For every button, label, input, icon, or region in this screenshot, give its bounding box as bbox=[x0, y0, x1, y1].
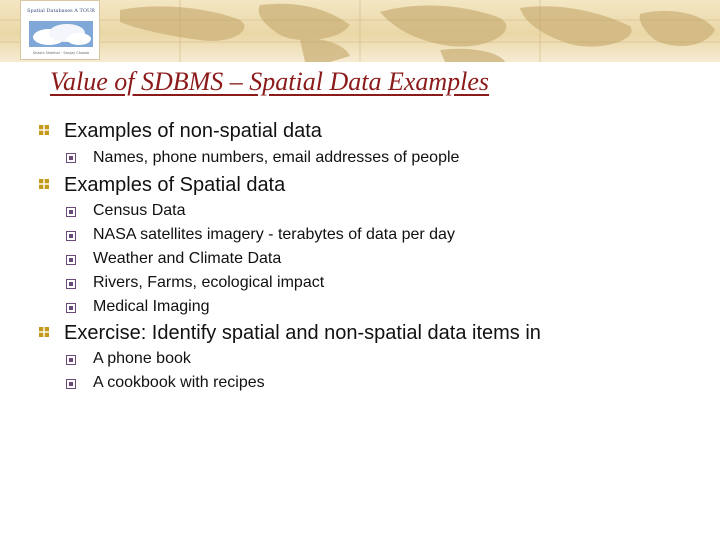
bullet-icon bbox=[38, 326, 50, 338]
sub-bullet-icon bbox=[66, 303, 76, 313]
logo-title: Spatial Databases A TOUR bbox=[27, 8, 95, 14]
bullet-non-spatial: Examples of non-spatial data bbox=[64, 120, 322, 142]
list-item: Census Data bbox=[93, 202, 186, 219]
list-item: A cookbook with recipes bbox=[93, 374, 265, 391]
list-item: Names, phone numbers, email addresses of people bbox=[93, 149, 460, 166]
bullet-spatial: Examples of Spatial data bbox=[64, 174, 286, 196]
sub-bullet-icon bbox=[66, 153, 76, 163]
list-item: Rivers, Farms, ecological impact bbox=[93, 274, 325, 291]
logo-authors: Shashi Shekhar · Sanjay Chawla bbox=[32, 51, 90, 55]
sub-bullet-icon bbox=[66, 231, 76, 241]
sub-bullet-icon bbox=[66, 379, 76, 389]
sub-bullet-icon bbox=[66, 255, 76, 265]
sub-bullet-icon bbox=[66, 355, 76, 365]
bullet-icon bbox=[38, 124, 50, 136]
bullet-icon bbox=[38, 178, 50, 190]
bullet-exercise: Exercise: Identify spatial and non-spatial data items in bbox=[64, 322, 541, 344]
sub-bullet-icon bbox=[66, 279, 76, 289]
list-item: Medical Imaging bbox=[93, 298, 210, 315]
slide-title: Value of SDBMS – Spatial Data Examples bbox=[50, 67, 490, 96]
list-item: NASA satellites imagery - terabytes of data per day bbox=[93, 226, 455, 243]
sub-bullet-icon bbox=[66, 207, 76, 217]
list-item: Weather and Climate Data bbox=[93, 250, 282, 267]
list-item: A phone book bbox=[93, 350, 191, 367]
